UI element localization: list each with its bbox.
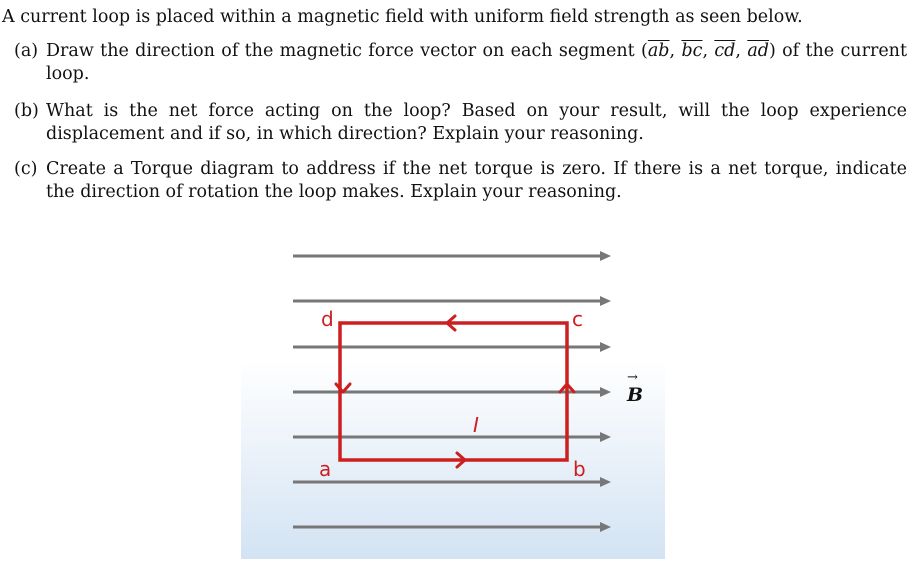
field-label: B [627, 384, 644, 406]
part-c-text: Create a Torque diagram to address if the net torque is zero. If there is a net torque, indicate the direction of rotation the loop makes. Explain your reasoning. [46, 159, 907, 202]
part-a-text-before: Draw the direction of the magnetic force vector on each segment ( [46, 41, 648, 61]
figure-background [241, 215, 665, 559]
segment-ad: $\overline{ad}$ [747, 41, 769, 61]
current-label: I [473, 413, 479, 437]
corner-label-d: d [321, 307, 334, 331]
part-a-label: (a) [14, 41, 39, 61]
corner-label-a: a [319, 457, 332, 481]
question-part-c [14, 158, 907, 204]
field-vector-accent: → [627, 370, 638, 385]
segment-cd: $\overline{cd}$ [714, 41, 736, 61]
part-b-label: (b) [14, 101, 39, 121]
corner-label-b: b [573, 457, 586, 481]
question-part-a [14, 40, 907, 86]
segment-bc: $\overline{bc}$ [681, 41, 703, 61]
part-a-text-after: ) of the current loop. [46, 41, 907, 84]
part-a-text: Draw the direction of the magnetic force vector on each segment ($\overline{ab}$, $\overline{bc}$, $\overline{cd}$, $\overline{ad}$) of the current loop. [46, 41, 907, 84]
segment-ab: $\overline{ab}$ [647, 41, 670, 61]
intro-text: A current loop is placed within a magnetic field with uniform field strength as seen below. [2, 7, 803, 27]
corner-label-c: c [572, 307, 583, 331]
part-b-text: What is the net force acting on the loop? Based on your result, will the loop experience displacement and if so, in which direction? Explain your reasoning. [46, 101, 907, 144]
question-part-b [14, 100, 907, 146]
figure-svg [241, 215, 665, 559]
part-c-label: (c) [14, 159, 38, 179]
current-loop-figure [241, 215, 665, 559]
